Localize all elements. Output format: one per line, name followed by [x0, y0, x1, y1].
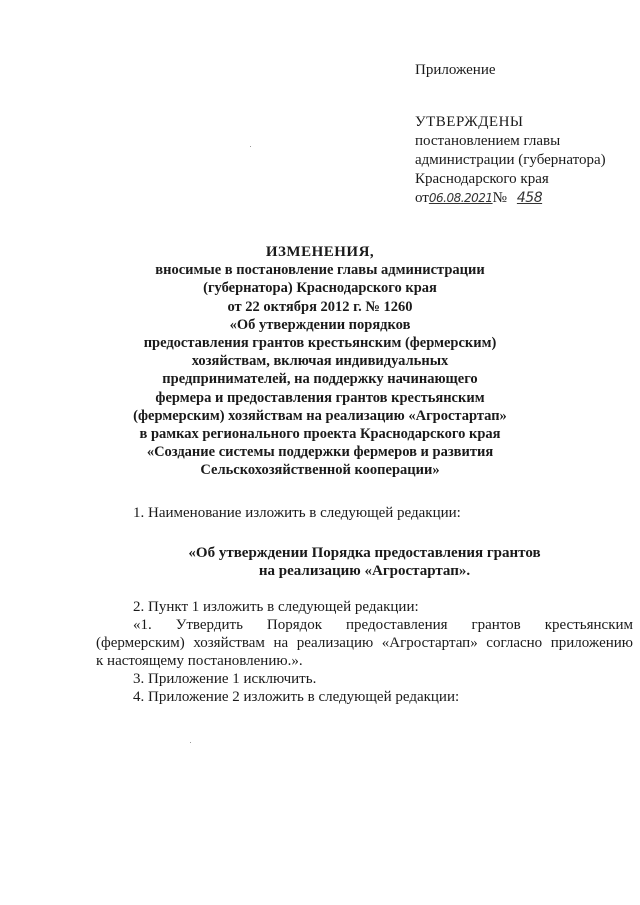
- heading-line: «Создание системы поддержки фермеров и развития: [146, 444, 494, 461]
- heading-line: от 22 октября 2012 г. № 1260: [227, 298, 413, 315]
- paragraph-item-4: 4. Приложение 2 изложить в следующей редакции:: [133, 689, 460, 705]
- document-heading: [100, 243, 540, 480]
- heading-line: вносимые в постановление главы администрации: [155, 262, 485, 279]
- heading-line: в рамках регионального проекта Краснодарского края: [139, 426, 501, 443]
- approved-line: администрации (губернатора): [415, 152, 606, 168]
- heading-line: Сельскохозяйственной кооперации»: [200, 462, 440, 479]
- heading-line: «Об утверждении порядков: [229, 316, 411, 333]
- heading-line: (фермерским) хозяйствам на реализацию «Агростартап»: [133, 407, 507, 424]
- scan-speck: [250, 146, 251, 147]
- new-name-line: на реализацию «Агростартап».: [258, 563, 471, 579]
- approved-line: постановлением главы: [415, 133, 561, 149]
- heading-line: предпринимателей, на поддержку начинающего: [162, 371, 478, 388]
- approved-line: Краснодарского края: [415, 171, 549, 187]
- heading-title: ИЗМЕНЕНИЯ,: [265, 244, 375, 260]
- approval-block: [415, 113, 630, 208]
- paragraph-item-3: 3. Приложение 1 исключить.: [133, 671, 317, 687]
- heading-line: предоставления грантов крестьянским (фермерским): [143, 335, 497, 352]
- date-prefix: от: [415, 190, 429, 206]
- document-body: [96, 504, 633, 706]
- item-2-quote-line: к настоящему постановлению.».: [96, 653, 303, 669]
- heading-line: (губернатора) Краснодарского края: [203, 280, 437, 297]
- paragraph-item-2: 2. Пункт 1 изложить в следующей редакции:: [133, 599, 419, 615]
- appendix-label: Приложение: [415, 62, 496, 78]
- heading-line: фермера и предоставления грантов крестьянским: [155, 389, 485, 406]
- handwritten-date: 06.08.2021: [428, 191, 493, 205]
- item-2-quote-line: (фермерским) хозяйствам на реализацию «Агростартап» согласно приложению: [96, 635, 633, 651]
- paragraph-item-1: 1. Наименование изложить в следующей редакции:: [133, 505, 461, 521]
- approved-title: УТВЕРЖДЕНЫ: [415, 114, 524, 130]
- new-name-line: «Об утверждении Порядка предоставления грантов: [188, 545, 541, 561]
- number-sign: №: [492, 190, 507, 206]
- item-2-quote-line: «1. Утвердить Порядок предоставления грантов крестьянским: [133, 617, 633, 633]
- handwritten-number: 458: [516, 190, 543, 206]
- heading-line: хозяйствам, включая индивидуальных: [191, 353, 449, 370]
- date-number-line: [415, 189, 630, 208]
- scan-speck: [190, 742, 191, 743]
